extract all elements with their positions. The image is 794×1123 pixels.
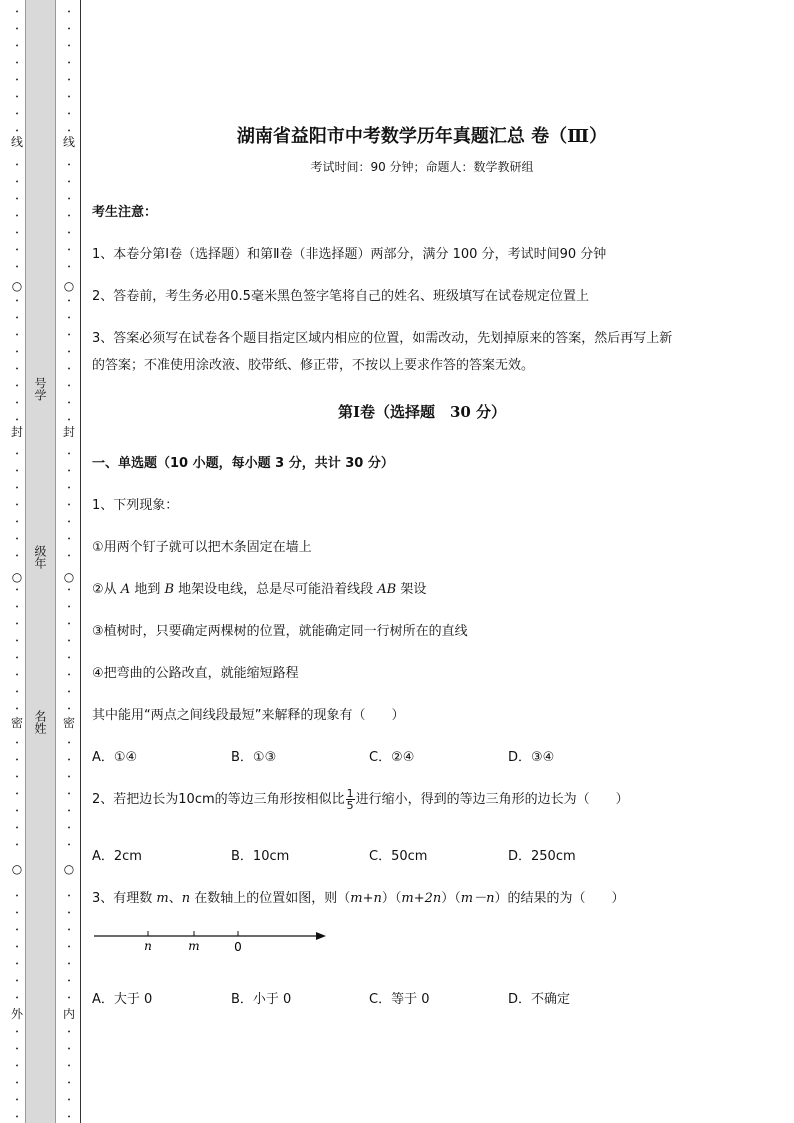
outer-dot: • xyxy=(15,825,19,832)
inner-dot: • xyxy=(67,179,71,186)
inner-dot: • xyxy=(67,1097,71,1104)
inner-dot: • xyxy=(67,927,71,934)
outer-dot: • xyxy=(15,247,19,254)
inner-dot: • xyxy=(67,893,71,900)
outer-dot: • xyxy=(15,587,19,594)
inner-dot: • xyxy=(67,825,71,832)
inner-dot: • xyxy=(67,1114,71,1121)
outer-dot: • xyxy=(15,213,19,220)
inner-dot: • xyxy=(67,400,71,407)
outer-dot: • xyxy=(15,978,19,985)
outer-dot: • xyxy=(15,757,19,764)
outer-dot: • xyxy=(15,689,19,696)
q2-option-a[interactable]: A．2cm xyxy=(92,849,142,864)
inner-dot: • xyxy=(67,43,71,50)
inner-dot: • xyxy=(67,536,71,543)
outer-dot: • xyxy=(15,60,19,67)
outer-mark: ○ xyxy=(11,862,23,876)
inner-dot: • xyxy=(67,230,71,237)
inner-dot: • xyxy=(67,468,71,475)
inner-dot: • xyxy=(67,621,71,628)
outer-dot: • xyxy=(15,94,19,101)
inner-dot: • xyxy=(67,162,71,169)
label-m: m xyxy=(188,939,200,953)
inner-dot: • xyxy=(67,298,71,305)
field-label-name: 名姓 xyxy=(33,710,47,734)
notice-item-3-cont: 的答案；不准使用涂改液、胶带纸、修正带，不按以上要求作答的答案无效。 xyxy=(92,358,535,373)
q3-stem: 3、有理数 m、n 在数轴上的位置如图，则（m+n）（m+2n）（m－n）的结果的为（ ） xyxy=(92,891,625,906)
section-heading: 一、单选题（10 小题，每小题 3 分，共计 30 分） xyxy=(92,456,394,471)
inner-dot: • xyxy=(67,111,71,118)
outer-dot: • xyxy=(15,26,19,33)
inner-dot: • xyxy=(67,349,71,356)
inner-dot: • xyxy=(67,910,71,917)
q2-option-c[interactable]: C．50cm xyxy=(369,849,428,864)
inner-mark: 封 xyxy=(62,425,75,439)
outer-mark: 线 xyxy=(10,135,23,149)
outer-dot: • xyxy=(15,196,19,203)
inner-dot: • xyxy=(67,264,71,271)
outer-dot: • xyxy=(15,944,19,951)
q3-option-d[interactable]: D．不确定 xyxy=(508,992,571,1007)
inner-dot: • xyxy=(67,213,71,220)
outer-dot: • xyxy=(15,400,19,407)
inner-dot: • xyxy=(67,961,71,968)
notice-item-1: 1、本卷分第Ⅰ卷（选择题）和第Ⅱ卷（非选择题）两部分，满分 100 分，考试时间90 分钟 xyxy=(92,247,607,262)
inner-dot: • xyxy=(67,995,71,1002)
q1-statement-2: ②从 A 地到 B 地架设电线，总是尽可能沿着线段 AB 架设 xyxy=(92,582,427,597)
inner-dot: • xyxy=(67,706,71,713)
outer-dot: • xyxy=(15,740,19,747)
outer-dot: • xyxy=(15,451,19,458)
inner-mark: 线 xyxy=(62,135,75,149)
outer-dot: • xyxy=(15,621,19,628)
outer-dot: • xyxy=(15,349,19,356)
q2-stem: 2、若把边长为10cm的等边三角形按相似比 $\frac{1}{5}$ 进行缩小，得到的等边三角形的边长为（ ） xyxy=(92,787,629,812)
exam-subtitle: 考试时间：90 分钟；命题人：数学教研组 xyxy=(310,160,534,174)
outer-dot: • xyxy=(15,9,19,16)
outer-dot: • xyxy=(15,808,19,815)
outer-mark: ○ xyxy=(11,279,23,293)
outer-dot: • xyxy=(15,43,19,50)
outer-dot: • xyxy=(15,1029,19,1036)
inner-dot: • xyxy=(67,944,71,951)
inner-dot: • xyxy=(67,553,71,560)
inner-dot: • xyxy=(67,366,71,373)
outer-mark: 封 xyxy=(10,425,23,439)
outer-dot: • xyxy=(15,111,19,118)
inner-mark: ○ xyxy=(63,279,75,293)
label-n: n xyxy=(144,939,152,953)
outer-dot: • xyxy=(15,553,19,560)
outer-dot: • xyxy=(15,485,19,492)
outer-dot: • xyxy=(15,128,19,135)
inner-dot: • xyxy=(67,978,71,985)
inner-dot: • xyxy=(67,247,71,254)
inner-dot: • xyxy=(67,332,71,339)
outer-dot: • xyxy=(15,638,19,645)
outer-dot: • xyxy=(15,1046,19,1053)
outer-dot: • xyxy=(15,77,19,84)
outer-dot: • xyxy=(15,162,19,169)
inner-dot: • xyxy=(67,485,71,492)
outer-dot: • xyxy=(15,417,19,424)
inner-dot: • xyxy=(67,417,71,424)
exam-title: 湖南省益阳市中考数学历年真题汇总 卷（Ⅲ） xyxy=(236,126,608,147)
q1-question: 其中能用“两点之间线段最短”来解释的现象有（ ） xyxy=(92,708,405,723)
q3-option-a[interactable]: A．大于 0 xyxy=(92,992,153,1007)
outer-dot: • xyxy=(15,519,19,526)
inner-mark: ○ xyxy=(63,570,75,584)
inner-dot: • xyxy=(67,774,71,781)
binding-separator xyxy=(80,0,81,1123)
outer-dot: • xyxy=(15,298,19,305)
notice-item-2: 2、答卷前，考生务必用0.5毫米黑色签字笔将自己的姓名、班级填写在试卷规定位置上 xyxy=(92,289,589,304)
number-line-arrow xyxy=(316,932,326,940)
outer-mark: 外 xyxy=(10,1007,23,1021)
inner-dot: • xyxy=(67,451,71,458)
outer-dot: • xyxy=(15,910,19,917)
outer-dot: • xyxy=(15,961,19,968)
outer-dot: • xyxy=(15,774,19,781)
similarity-ratio-fraction: $\frac{1}{5}$ xyxy=(346,787,354,812)
inner-dot: • xyxy=(67,128,71,135)
outer-dot: • xyxy=(15,995,19,1002)
q1-statement-4: ④把弯曲的公路改直，就能缩短路程 xyxy=(92,666,299,681)
inner-dot: • xyxy=(67,842,71,849)
outer-dot: • xyxy=(15,604,19,611)
outer-dot: • xyxy=(15,655,19,662)
outer-dot: • xyxy=(15,893,19,900)
inner-mark: ○ xyxy=(63,862,75,876)
q2-option-d[interactable]: D．250cm xyxy=(508,849,576,864)
inner-dot: • xyxy=(67,808,71,815)
inner-dot: • xyxy=(67,26,71,33)
inner-dot: • xyxy=(67,587,71,594)
inner-dot: • xyxy=(67,1063,71,1070)
inner-dot: • xyxy=(67,77,71,84)
q3-option-b[interactable]: B．小于 0 xyxy=(231,992,292,1007)
outer-dot: • xyxy=(15,842,19,849)
q1-option-a[interactable]: A．①④ xyxy=(92,750,138,765)
notice-item-3: 3、答案必须写在试卷各个题目指定区域内相应的位置，如需改动，先划掉原来的答案，然后再写上新 xyxy=(92,331,673,346)
inner-dot: • xyxy=(67,672,71,679)
outer-dot: • xyxy=(15,230,19,237)
inner-dot: • xyxy=(67,315,71,322)
inner-dot: • xyxy=(67,1080,71,1087)
outer-dot: • xyxy=(15,1097,19,1104)
outer-dot: • xyxy=(15,706,19,713)
inner-dot: • xyxy=(67,1029,71,1036)
inner-dot: • xyxy=(67,196,71,203)
inner-dot: • xyxy=(67,604,71,611)
inner-dot: • xyxy=(67,502,71,509)
outer-dot: • xyxy=(15,502,19,509)
inner-dot: • xyxy=(67,655,71,662)
q1-stem: 1、下列现象： xyxy=(92,498,179,513)
inner-dot: • xyxy=(67,791,71,798)
outer-dot: • xyxy=(15,315,19,322)
q1-statement-1: ①用两个钉子就可以把木条固定在墙上 xyxy=(92,540,312,555)
outer-dot: • xyxy=(15,366,19,373)
outer-dot: • xyxy=(15,791,19,798)
q2-option-b[interactable]: B．10cm xyxy=(231,849,290,864)
inner-dot: • xyxy=(67,1046,71,1053)
part1-title: 第Ⅰ卷（选择题 30 分） xyxy=(337,403,507,421)
notice-heading: 考生注意： xyxy=(92,205,158,220)
inner-dot: • xyxy=(67,9,71,16)
outer-dot: • xyxy=(15,468,19,475)
inner-dot: • xyxy=(67,757,71,764)
q1-option-c[interactable]: C．②④ xyxy=(369,750,415,765)
q1-option-b[interactable]: B．①③ xyxy=(231,750,277,765)
inner-dot: • xyxy=(67,740,71,747)
outer-mark: ○ xyxy=(11,570,23,584)
inner-dot: • xyxy=(67,60,71,67)
outer-dot: • xyxy=(15,927,19,934)
inner-dot: • xyxy=(67,689,71,696)
inner-mark: 内 xyxy=(62,1007,75,1021)
outer-dot: • xyxy=(15,264,19,271)
outer-dot: • xyxy=(15,179,19,186)
inner-dot: • xyxy=(67,94,71,101)
field-label-grade: 级年 xyxy=(33,545,47,569)
outer-dot: • xyxy=(15,1063,19,1070)
outer-dot: • xyxy=(15,383,19,390)
inner-dot: • xyxy=(67,638,71,645)
label-zero: 0 xyxy=(234,940,242,954)
field-label-number: 号学 xyxy=(33,377,47,401)
outer-mark: 密 xyxy=(10,716,23,730)
outer-dot: • xyxy=(15,672,19,679)
q1-statement-3: ③植树时，只要确定两棵树的位置，就能确定同一行树所在的直线 xyxy=(92,624,468,639)
outer-dot: • xyxy=(15,1114,19,1121)
outer-dot: • xyxy=(15,1080,19,1087)
inner-mark: 密 xyxy=(62,716,75,730)
outer-dot: • xyxy=(15,332,19,339)
inner-dot-line xyxy=(58,0,80,1123)
inner-dot: • xyxy=(67,383,71,390)
outer-dot: • xyxy=(15,536,19,543)
q3-option-c[interactable]: C．等于 0 xyxy=(369,992,430,1007)
number-line-diagram xyxy=(92,920,332,960)
q1-option-d[interactable]: D．③④ xyxy=(508,750,555,765)
inner-dot: • xyxy=(67,519,71,526)
